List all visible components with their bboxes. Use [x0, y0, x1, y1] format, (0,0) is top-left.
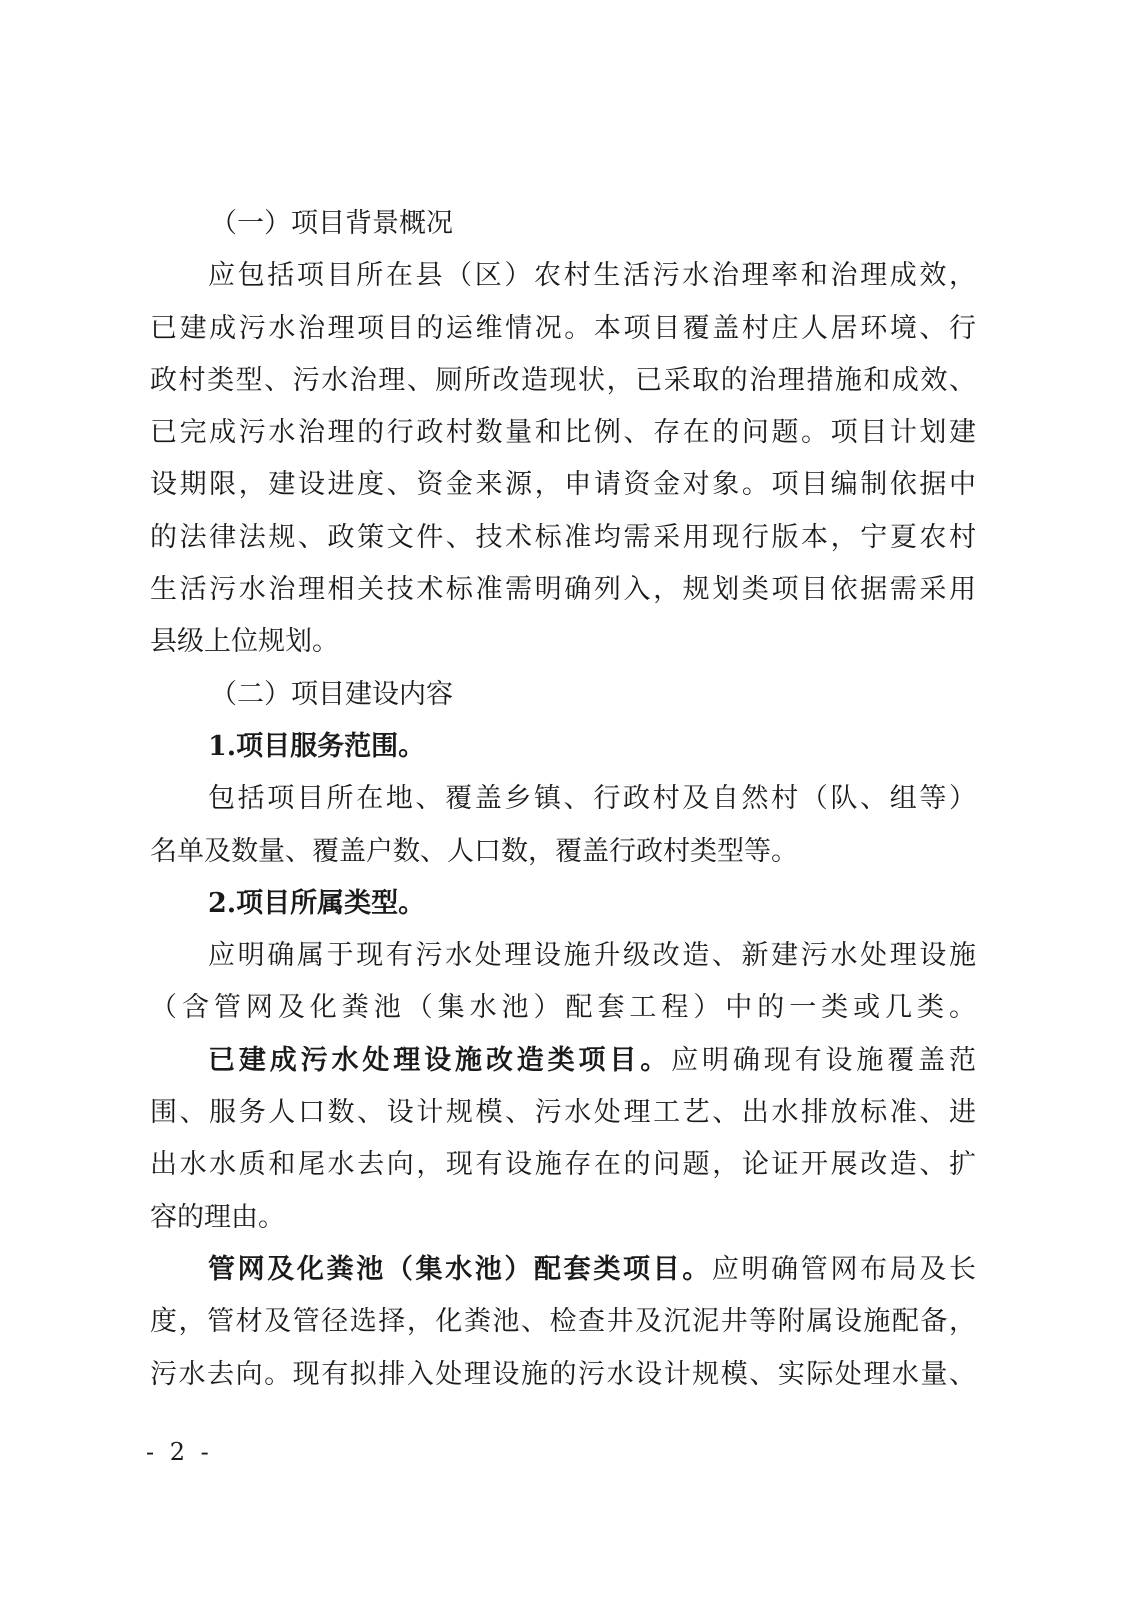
paragraph-line: 污水去向。现有拟排入处理设施的污水设计规模、实际处理水量、: [150, 1358, 976, 1390]
paragraph-line: 出水水质和尾水去向，现有设施存在的问题，论证开展改造、扩: [150, 1149, 976, 1181]
paragraph-line: 已完成污水治理的行政村数量和比例、存在的问题。项目计划建: [150, 417, 976, 449]
paragraph-line: 生活污水治理相关技术标准需明确列入，规划类项目依据需采用: [150, 574, 976, 606]
bold-lead-upgrade: 已建成污水处理设施改造类项目。: [208, 1044, 672, 1076]
paragraph-line: 围、服务人口数、设计规模、污水处理工艺、出水排放标准、进: [150, 1097, 976, 1129]
item-title-project-type: 2.项目所属类型。: [208, 887, 426, 919]
paragraph-line: 设期限，建设进度、资金来源，申请资金对象。项目编制依据中: [150, 469, 976, 501]
paragraph-line-pipe: [150, 1244, 976, 1296]
paragraph-line: 包括项目所在地、覆盖乡镇、行政村及自然村（队、组等）: [208, 783, 976, 815]
item-title-service-scope: 1.项目服务范围。: [208, 730, 426, 762]
paragraph-line: 容的理由。: [150, 1201, 285, 1233]
paragraph-line: 政村类型、污水治理、厕所改造现状，已采取的治理措施和成效、: [150, 364, 976, 396]
paragraph-line: 应明确属于现有污水处理设施升级改造、新建污水处理设施: [208, 940, 976, 972]
page-number: - 2 -: [146, 1438, 213, 1466]
paragraph-line: 应包括项目所在县（区）农村生活污水治理率和治理成效，: [208, 260, 976, 292]
paragraph-line: 已建成污水治理项目的运维情况。本项目覆盖村庄人居环境、行: [150, 312, 976, 344]
paragraph-line: 名单及数量、覆盖户数、人口数，覆盖行政村类型等。: [150, 835, 798, 867]
section-heading-content: （二）项目建设内容: [210, 678, 453, 710]
document-body: [150, 198, 976, 1401]
line-rest: 应明确管网布局及长: [711, 1253, 976, 1285]
section-heading-background: （一）项目背景概况: [210, 208, 453, 239]
paragraph-line: 度，管材及管径选择，化粪池、检查井及沉泥井等附属设施配备，: [150, 1306, 976, 1338]
paragraph-line: 的法律法规、政策文件、技术标准均需采用现行版本，宁夏农村: [150, 521, 976, 553]
paragraph-line-upgrade: [150, 1035, 976, 1087]
bold-lead-pipe: 管网及化粪池（集水池）配套类项目。: [208, 1253, 712, 1285]
line-rest: 应明确现有设施覆盖范: [671, 1044, 976, 1076]
paragraph-line: （含管网及化粪池（集水池）配套工程）中的一类或几类。: [150, 992, 976, 1024]
paragraph-line: 县级上位规划。: [150, 626, 339, 658]
